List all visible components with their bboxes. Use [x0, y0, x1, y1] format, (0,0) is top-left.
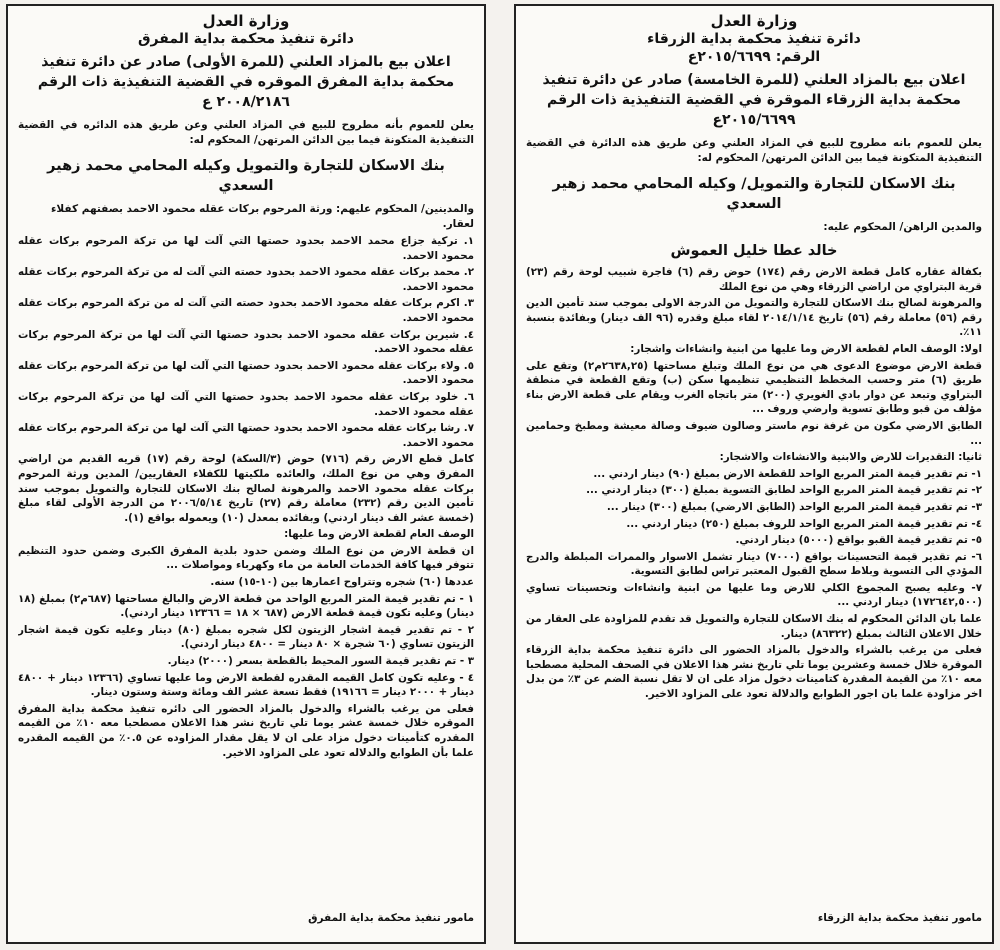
paragraph: ٦. خلود بركات عقله محمود الاحمد بحدود حصتها التي آلت لها من تركة المرحوم بركات عقله محمود الاحمد.: [18, 390, 474, 418]
signature-line: مامور تنفيذ محكمة بداية المفرق: [308, 911, 474, 924]
debtor-label: والمدين الراهن/ المحكوم عليه:: [823, 221, 982, 233]
paragraph: ٤. شيرين بركات عقله محمود الاحمد بحدود حصتها التي آلت لها من تركة المرحوم بركات عقله محمود الاحمد.: [18, 328, 474, 356]
paragraph: ٣- تم تقدير قيمة المتر المربع الواحد (الطابق الارضي) بمبلغ (٣٠٠) دينار ...: [606, 500, 982, 513]
paragraph: ٤ - وعليه تكون كامل القيمه المقدره لقطعة الارض وما عليها تساوي (١٢٣٦٦ دينار + ٤٨٠٠ دينار + ٢٠٠٠ دينار = ١٩١٦٦) فقط تسعة عشر الف ومائة وستة وستون دينار.: [18, 671, 474, 699]
paragraph: الوصف العام لقطعة الارض وما عليها:: [284, 528, 474, 541]
ministry-title: وزارة العدل: [710, 12, 798, 30]
notice-intro: يعلن للعموم بأنه مطروح للبيع في المزاد العلني وعن طريق هذه الدائره في القضية التنفيذية المتكونة فيما بين الدائن المرتهن/ المحكوم له:: [18, 119, 474, 146]
paragraph: ٢- تم تقدير قيمة المتر المربع الواحد لطابق التسوية بمبلغ (٣٠٠) دينار اردني ...: [586, 484, 982, 497]
notice-zarqa: [514, 4, 994, 944]
paragraph: ٧. رشا بركات عقله محمود الاحمد بحدود حصتها التي آلت لها من تركة المرحوم بركات عقله محمود الاحمد.: [18, 422, 474, 449]
paragraph: ٥. ولاء بركات عقله محمود الاحمد بحدود حصتها التي آلت لها من تركة المرحوم بركات عقله محمود الاحمد.: [18, 359, 474, 387]
department-title: دائرة تنفيذ محكمة بداية المفرق: [138, 31, 354, 47]
paragraph: فعلى من يرغب بالشراء والدخول بالمزاد الحضور الى دائرة تنفيذ محكمة بداية الزرقاء الموقرة خلال خمسة وعشرين يوما تلي تاريخ نشر هذا الاعلان في الصحف المحلية مصطحبا معه ١٠٪ من القيمة المقدرة كتامينات دخول مزاد على ان لا تقل نسبة الضم عن ٣٪ من بدل اخر مزاودة علما بان اجور الطوابع والدلالة تعود على المزاود الاخير.: [526, 644, 982, 701]
paragraph: ١. تركية جزاع محمد الاحمد بحدود حصتها التي آلت لها من تركة المرحوم بركات عقله محمود الاحمد.: [18, 235, 474, 262]
ministry-title: وزارة العدل: [202, 12, 290, 30]
notice-headline: اعلان بيع بالمزاد العلني (للمرة الخامسة) صادر عن دائرة تنفيذ محكمة بداية الزرقاء الموقرة في القضية التنفيذية ذات الرقم ٢٠١٥/٦٦٩٩ع: [542, 72, 966, 128]
notice-body: [18, 234, 474, 907]
paragraph: الطابق الارضي مكون من غرفة نوم ماستر وصالون ضيوف وصالة معيشة ومطبخ وحمامين ...: [526, 419, 982, 447]
notice-body: [526, 265, 982, 907]
paragraph: كامل قطع الارض رقم (٧١٦) حوض (٣/السكة) لوحة رقم (١٧) قريه القديم من اراضي المفرق وهي من نوع الملك، والعائده ملكيتها للكفلاء العقاريين/ المدين ورثة المرحوم بركات عقله محمود الاحمد والمرهونة لصالح بنك الاسكان للتجارة والتمويل بموجب سند تأمين الدين رقم (٢٣٢) معاملة رقم (٢٧) تاريخ ٢٠٠٦/٥/١٤ من الدرجة الأولى لقاء مبلغ (خمسة عشر الف دينار اردني) وبفائده بمعدل (١٠) ويعموله بواقع (١).: [18, 453, 474, 524]
creditor-name: بنك الاسكان للتجارة والتمويل/ وكيله المحامي محمد زهير السعدي: [552, 176, 956, 212]
paragraph: ٥- تم تقدير قيمة القبو بواقع (٥٠٠٠) دينار اردني.: [735, 534, 982, 547]
paragraph: ١- تم تقدير قيمة المتر المربع الواحد للقطعة الارض بمبلغ (٩٠) دينار اردني ...: [593, 467, 982, 480]
paragraph: عددها (٦٠) شجره وتتراوح اعمارها بين (١٠-١٥) سنه.: [210, 576, 474, 589]
paragraph: بكفالة عقاره كامل قطعة الارض رقم (١٧٤) حوض رقم (٦) فاجرة شبيب لوحة رقم (٢٣) قرية البتراوي من اراضي الزرقاء وهي من نوع الملك: [526, 266, 982, 293]
notice-mafraq: [6, 4, 486, 944]
paragraph: ١ - تم تقدير قيمة المتر المربع الواحد من قطعة الارض والبالغ مساحتها (٦٨٧م٢) بمبلغ (١٨ دينار) وعليه تكون قيمة قطعة الارض (٦٨٧ × ١٨ = ١٢٣٦٦ دينار اردني).: [18, 592, 474, 620]
paragraph: ان قطعة الارض من نوع الملك وضمن حدود بلدية المفرق الكبرى وضمن حدود التنظيم تتوفر فيها كافة الخدمات العامة من ماء وكهرباء ومواصلات ...: [18, 544, 474, 572]
paragraph: والمرهونة لصالح بنك الاسكان للتجارة والتمويل من الدرجة الاولى بموجب سند تأمين الدين رقم (٥٦) معاملة رقم (٥٦) تاريخ ٢٠١٤/١/١٤ لقاء مبلغ وقدره (٩٦ الف دينار) وبفائدة بنسبة ١١٪.: [526, 297, 982, 339]
debtor-name: خالد عطا خليل العموش: [670, 243, 838, 259]
paragraph: ثانيا: التقديرات للارض والابنية والانشاءات والاشجار:: [719, 451, 982, 464]
department-title: دائرة تنفيذ محكمة بداية الزرقاء: [647, 31, 861, 47]
paragraph: ٢. محمد بركات عقله محمود الاحمد بحدود حصته التي آلت له من تركة المرحوم بركات عقله محمود الاحمد.: [18, 266, 474, 293]
paragraph: قطعة الارض موضوع الدعوى هي من نوع الملك وتبلغ مساحتها (٢٦٣٨,٢٥م٢) وتقع على طريق (٦) متر وحسب المخطط التنظيمي تنظيمها سكن (ب) وتقع القطعة في منطقة البتراوي وتبعد عن دوار بادي الغويري (٢٠٠) متر باتجاه الغرب ويقام على قطعة الارض بناء مؤلف من قبو وطابق تسوية وارضي وروف ...: [526, 359, 982, 416]
notice-headline: اعلان بيع بالمزاد العلني (للمرة الأولى) صادر عن دائرة تنفيذ محكمة بداية المفرق الموقره في القضية التنفيذية ذات الرقم ٢٠٠٨/٢١٨٦ ع: [37, 54, 455, 110]
paragraph: ٧- وعليه يصبح المجموع الكلي للارض وما عليها من ابنية وانشاءات وتحسينات تساوي (١٧٢٦٤٢,٥٠٠) دينار اردني ...: [526, 581, 982, 609]
paragraph: ٣ - تم تقدير قيمة السور المحيط بالقطعة بسعر (٢٠٠٠) دينار.: [167, 655, 474, 668]
paragraph: اولا: الوصف العام لقطعة الارض وما عليها من ابنية وانشاءات واشجار:: [630, 342, 982, 355]
paragraph: ٢ - تم تقدير قيمة اشجار الزيتون لكل شجره بمبلغ (٨٠) دينار وعليه تكون قيمة اشجار الزيتون تساوي (٦٠ شجرة × ٨٠ دينار = ٤٨٠٠ دينار اردني).: [18, 623, 474, 651]
notice-intro: يعلن للعموم بانه مطروح للبيع في المزاد العلني وعن طريق هذه الدائرة في القضية التنفيذية المتكونة فيما بين الدائن المرتهن/ المحكوم له:: [526, 137, 982, 164]
signature-line: مامور تنفيذ محكمة بداية الزرقاء: [817, 911, 982, 924]
paragraph: ٣. اكرم بركات عقله محمود الاحمد بحدود حصته التي آلت له من تركة المرحوم بركات عقله محمود الاحمد.: [18, 297, 474, 324]
paragraph: ٦- تم تقدير قيمة التحسينات بواقع (٧٠٠٠) دينار تشمل الاسوار والممرات المبلطة والدرج المؤدي الى التسوية وبلاط سطح القبول المعتبر تراس لطابق التسوية.: [526, 550, 982, 578]
paragraph: فعلى من يرغب بالشراء والدخول بالمزاد الحضور الى دائره تنفيذ محكمة بداية المفرق الموقره خلال خمسة عشر يوما تلي تاريخ نشر هذا الاعلان مصطحبا معه ١٠٪ من القيمه المقدره كتأمينات دخول مزاد على ان لا يقل مقدار المزاوده عن ٠.٥٪ من القيمه المقدره علما بأن الطوابع والدلاله تعود على المزاود الاخير.: [18, 702, 474, 759]
paragraph: ٤- تم تقدير قيمة المتر المربع الواحد للروف بمبلغ (٢٥٠) دينار اردني ...: [626, 517, 982, 530]
case-number: الرقم: ٢٠١٥/٦٦٩٩ع: [687, 49, 821, 65]
paragraph: علما بان الدائن المحكوم له بنك الاسكان للتجارة والتمويل قد تقدم للمزاودة على العقار من خلال الاعلان الثالث بمبلغ (٨٦٣٢٢) دينار.: [526, 613, 982, 640]
creditor-name: بنك الاسكان للتجارة والتمويل وكيله المحامي محمد زهير السعدي: [47, 158, 445, 194]
debtor-label: والمدينين/ المحكوم عليهم: ورثة المرحوم بركات عقله محمود الاحمد بصفتهم كفلاء لعقار.: [51, 203, 474, 230]
